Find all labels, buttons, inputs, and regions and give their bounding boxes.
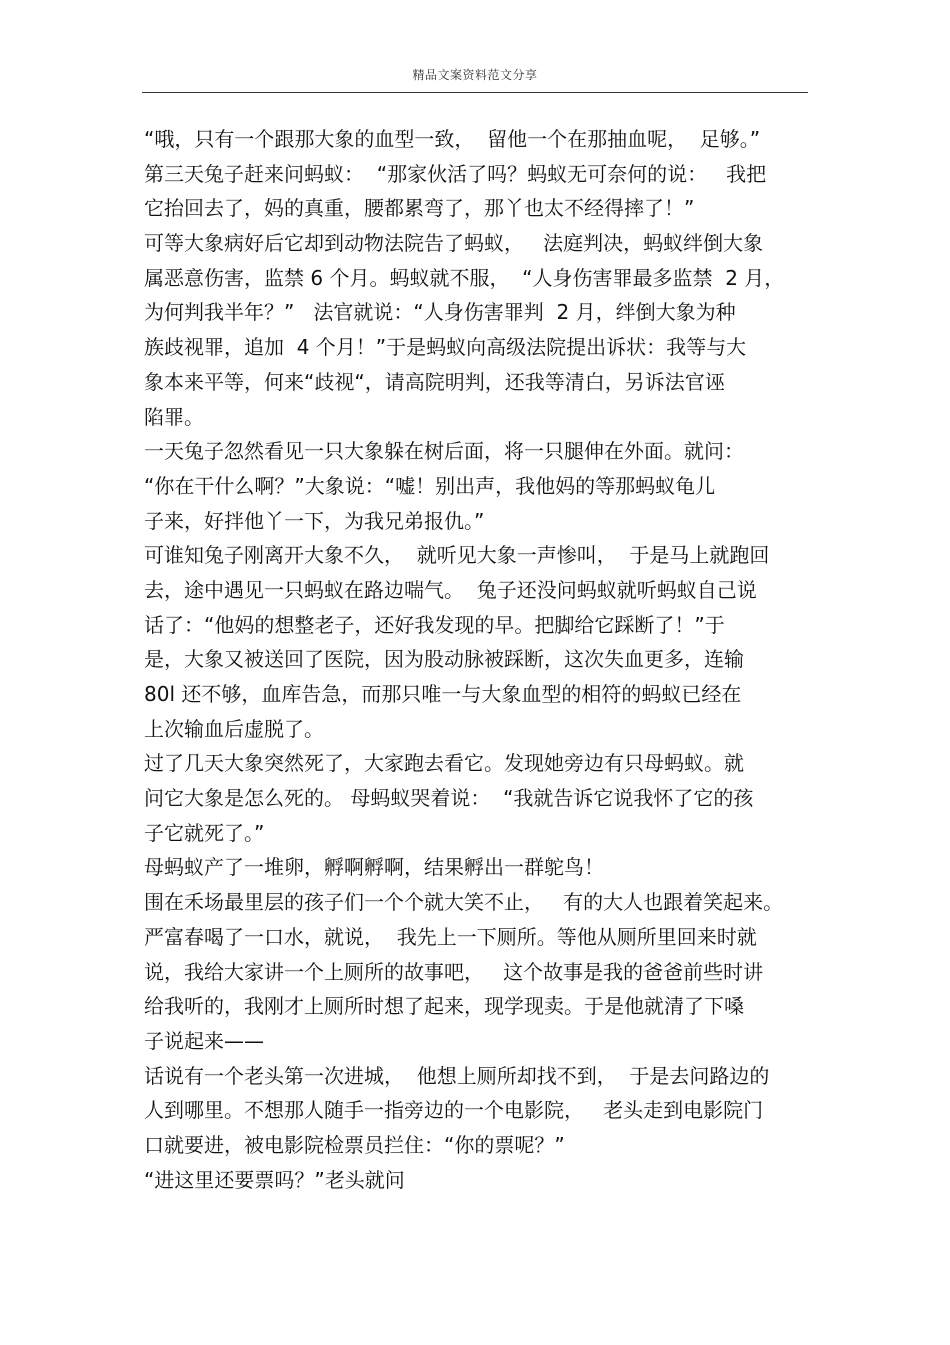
text-line: 族歧视罪，追加 4 个月！”于是蚂蚁向高级法院提出诉状：我等与大 [144, 335, 747, 360]
text-line: 可谁知兔子刚离开大象不久， 就听见大象一声惨叫， 于是马上就跑回 [144, 543, 770, 568]
text-line: 说，我给大家讲一个上厕所的故事吧， 这个故事是我的爸爸前些时讲 [144, 959, 764, 984]
page-header [142, 64, 808, 93]
text-line: 严富春喝了一口水，就说， 我先上一下厕所。等他从厕所里回来时就 [144, 924, 757, 949]
text-line: 一天兔子忽然看见一只大象躲在树后面，将一只腿伸在外面。就问： [144, 439, 744, 464]
text-line: 上次输血后虚脱了。 [144, 716, 324, 741]
text-line: 属恶意伤害，监禁 6 个月。蚂蚁就不服， “人身伤害罪最多监禁 2 月， [144, 265, 785, 290]
text-line: 80l 还不够，血库告急，而那只唯一与大象血型的相符的蚂蚁已经在 [144, 682, 742, 706]
text-line: 给我听的，我刚才上厕所时想了起来，现学现卖。于是他就清了下嗓 [144, 994, 744, 1019]
text-line: 子来，好拌他丫一下，为我兄弟报仇。” [144, 508, 485, 533]
text-line: 话了：“他妈的想整老子，还好我发现的早。把脚给它踩断了！”于 [144, 612, 725, 637]
text-line: 过了几天大象突然死了，大家跑去看它。发现她旁边有只母蚂蚁。就 [144, 751, 744, 776]
text-line: 子它就死了。” [144, 820, 265, 845]
text-line: 母蚂蚁产了一堆卵，孵啊孵啊，结果孵出一群鸵鸟！ [144, 855, 604, 880]
text-line: 象本来平等，何来“歧视“，请高院明判，还我等清白，另诉法官诬 [144, 369, 725, 394]
body-text [144, 122, 824, 1197]
text-line: “进这里还要票吗？”老头就问 [144, 1167, 405, 1192]
text-line: 话说有一个老头第一次进城， 他想上厕所却找不到， 于是去问路边的 [144, 1063, 770, 1088]
text-line: 第三天兔子赶来问蚂蚁： “那家伙活了吗？蚂蚁无可奈何的说： 我把 [144, 161, 767, 186]
text-line: 为何判我半年？” 法官就说：“人身伤害罪判 2 月，绊倒大象为种 [144, 300, 736, 325]
text-line: 陷罪。 [144, 404, 204, 429]
text-line: “你在干什么啊？”大象说：“嘘！别出声，我他妈的等那蚂蚁龟儿 [144, 473, 716, 498]
text-line: 去，途中遇见一只蚂蚁在路边喘气。 兔子还没问蚂蚁就听蚂蚁自己说 [144, 577, 757, 602]
text-line: 可等大象病好后它却到动物法院告了蚂蚁， 法庭判决，蚂蚁绊倒大象 [144, 231, 764, 256]
text-line: 是，大象又被送回了医院，因为股动脉被踩断，这次失血更多，连输 [144, 647, 744, 672]
text-line: 人到哪里。不想那人随手一指旁边的一个电影院， 老头走到电影院门 [144, 1098, 764, 1123]
page-header-title: 精品文案资料范文分享 [412, 68, 538, 82]
text-line: 问它大象是怎么死的。 母蚂蚁哭着说： “我就告诉它说我怀了它的孩 [144, 786, 754, 811]
text-line: 它抬回去了，妈的真重，腰都累弯了，那丫也太不经得摔了！” [144, 196, 695, 221]
text-line: 口就要进，被电影院检票员拦住：“你的票呢？” [144, 1132, 565, 1157]
text-line: “哦，只有一个跟那大象的血型一致， 留他一个在那抽血呢， 足够。” [144, 127, 761, 151]
text-line: 子说起来—— [144, 1028, 264, 1053]
text-line: 围在禾场最里层的孩子们一个个就大笑不止， 有的大人也跟着笑起来。 [144, 890, 784, 915]
